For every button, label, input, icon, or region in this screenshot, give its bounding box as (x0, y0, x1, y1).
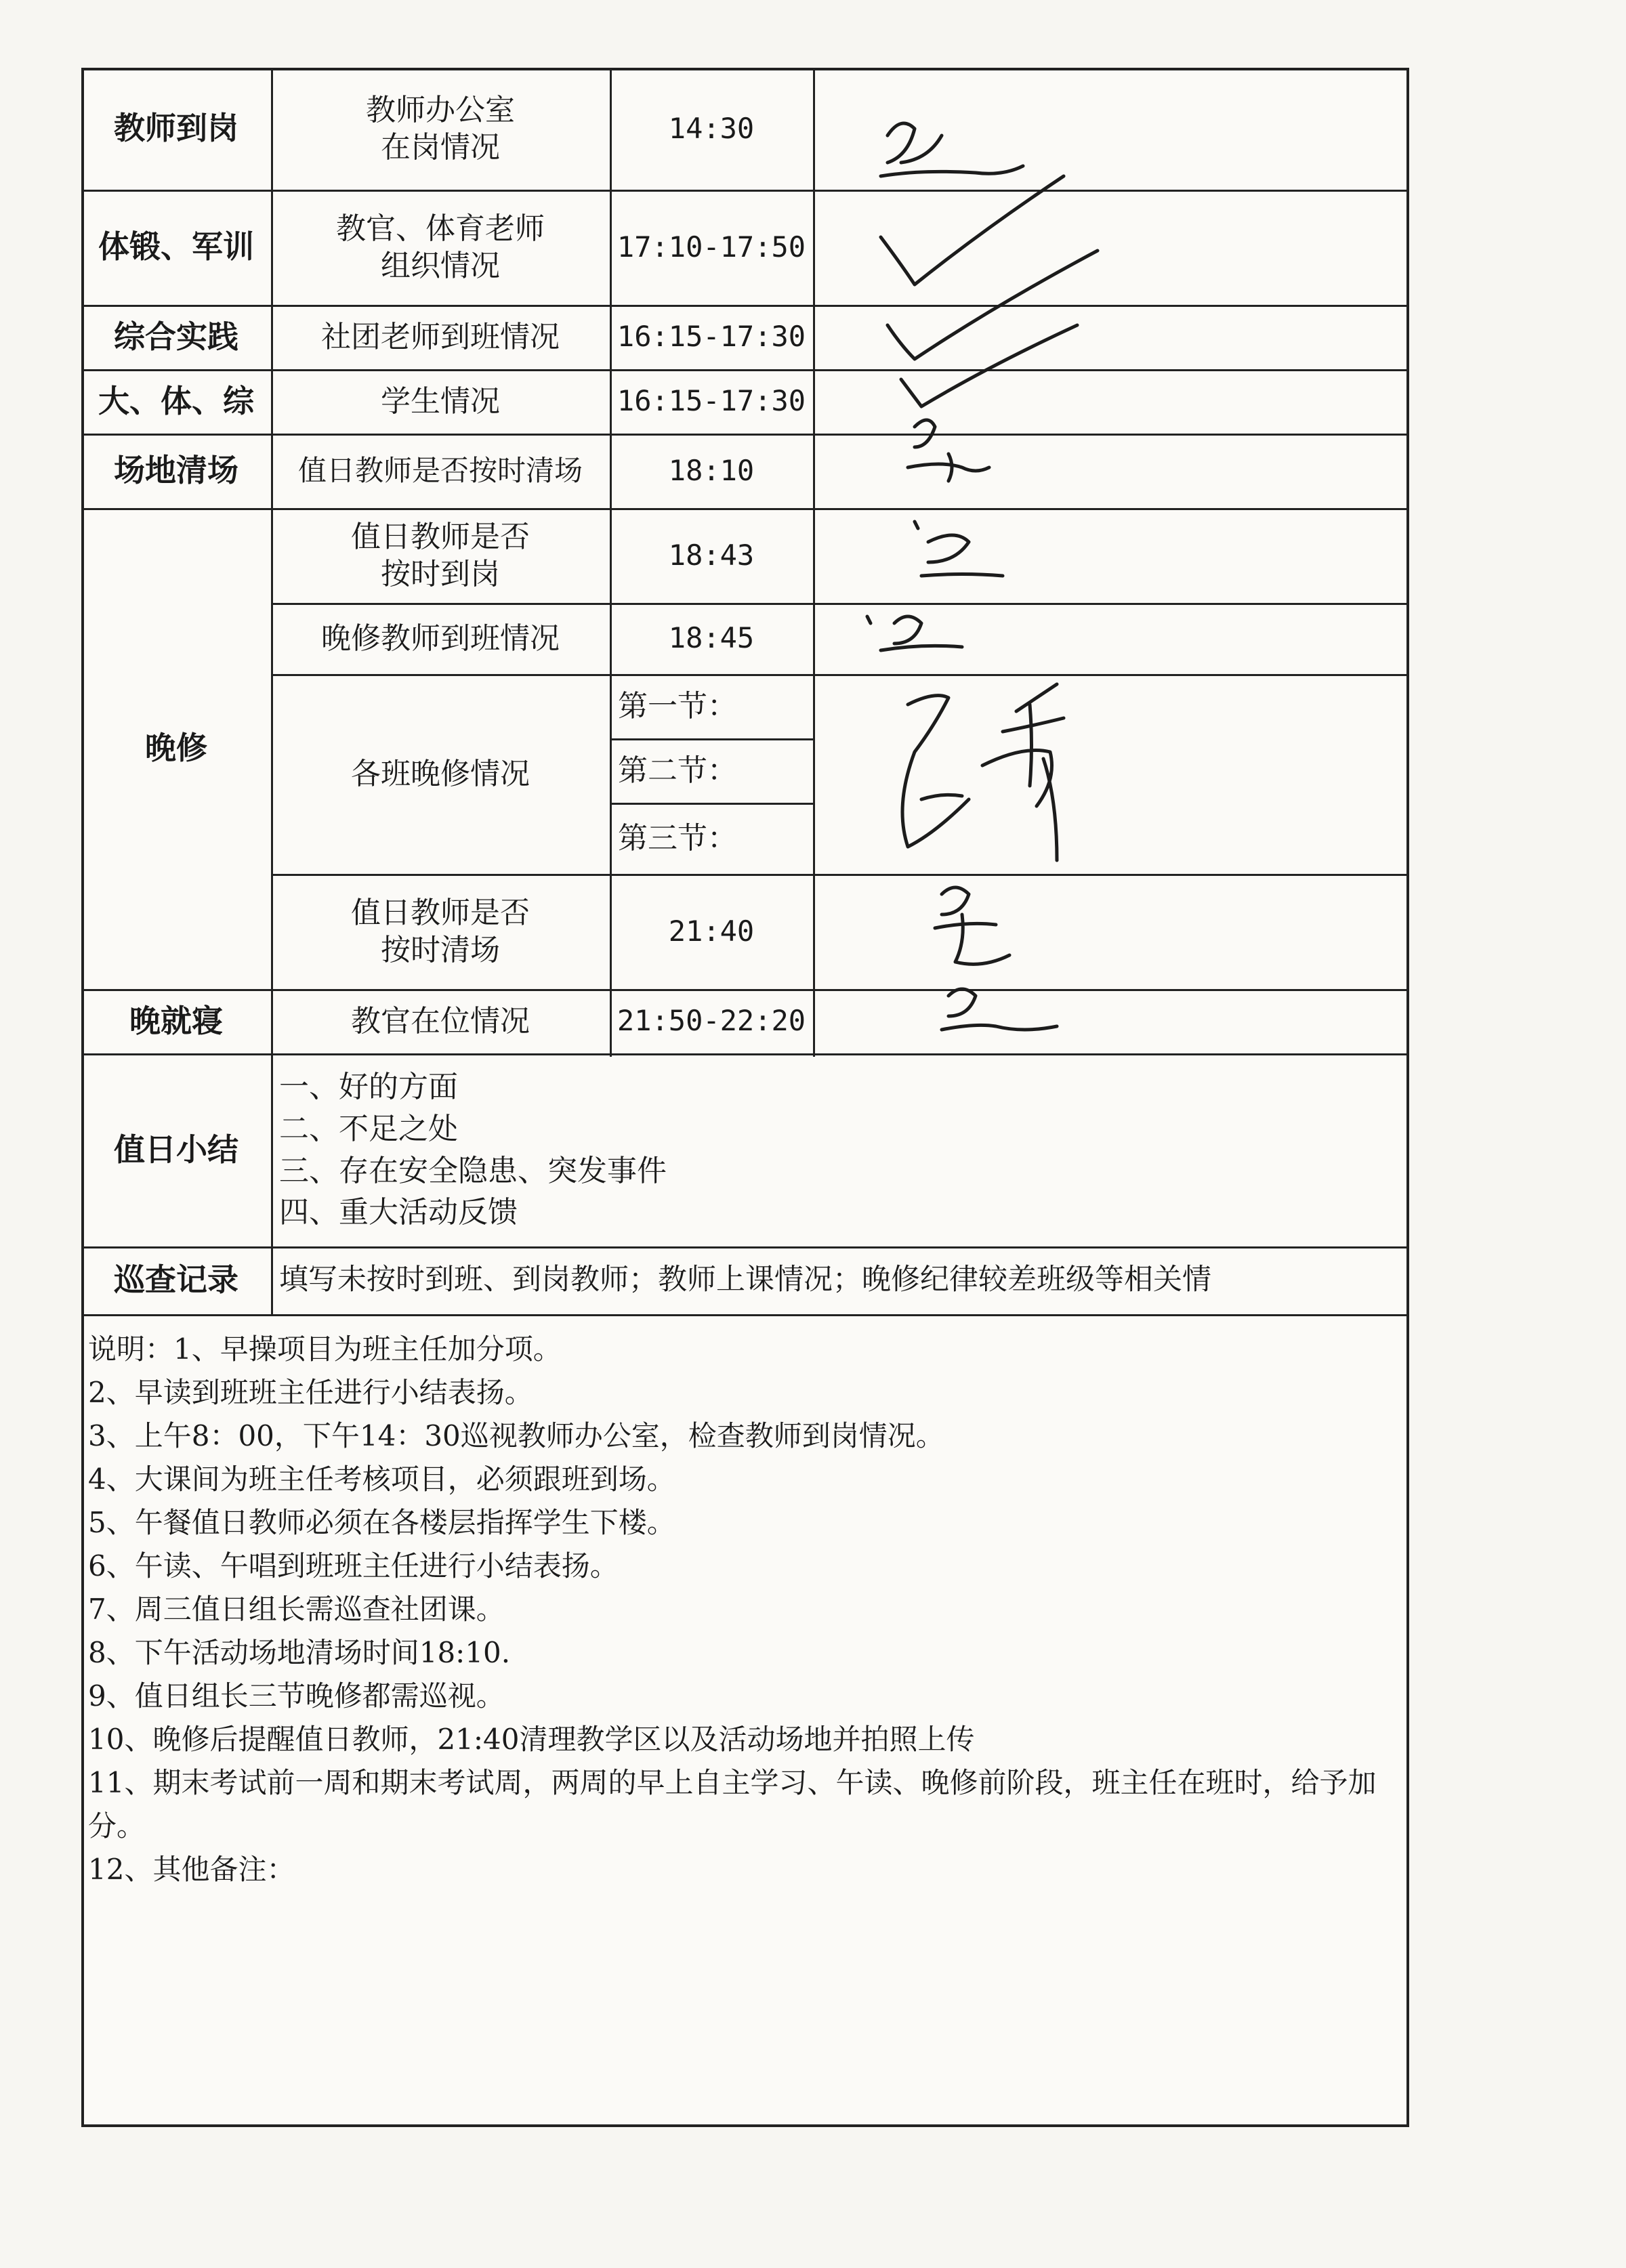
category-patrol-record: 巡查记录 (114, 1261, 238, 1299)
period-third: 第三节： (618, 821, 737, 856)
time-office: 14:30 (668, 111, 755, 145)
note-line: 9、值日组长三节晚修都需巡视。 (88, 1679, 505, 1713)
note-line: 4、大课间为班主任考核项目，必须跟班到场。 (88, 1463, 675, 1496)
period-second: 第二节： (618, 753, 737, 788)
note-line: 5、午餐值日教师必须在各楼层指挥学生下楼。 (88, 1506, 675, 1539)
item-student: 学生情况 (381, 384, 500, 419)
time-duty-clearing: 21:40 (668, 914, 755, 948)
period-first: 第一节： (618, 689, 737, 723)
item-instructor-presence: 教官在位情况 (351, 1004, 530, 1038)
item-club-teacher: 社团老师到班情况 (321, 320, 560, 354)
time-field: 18:10 (668, 453, 755, 487)
note-line: 6、午读、午唱到班班主任进行小结表扬。 (88, 1549, 619, 1582)
note-line: 10、晚修后提醒值日教师，21:40清理教学区以及活动场地并拍照上传 (88, 1723, 975, 1756)
summary-line: 二、不足之处 (279, 1111, 458, 1146)
category-daily-summary: 值日小结 (114, 1131, 238, 1168)
category-field-clearing: 场地清场 (114, 452, 238, 489)
category-teacher-attendance: 教师到岗 (114, 110, 238, 147)
summary-line: 一、好的方面 (279, 1070, 458, 1105)
category-evening-study: 晚修 (145, 730, 207, 767)
item-office-presence: 教师办公室 在岗情况 (366, 93, 515, 165)
note-line: 3、上午8：00，下午14：30巡视教师办公室，检查教师到岗情况。 (88, 1419, 944, 1452)
note-line: 8、下午活动场地清场时间18:10. (88, 1636, 511, 1669)
category-practice: 综合实践 (114, 318, 238, 355)
summary-line: 三、存在安全隐患、突发事件 (279, 1153, 667, 1188)
item-duty-teacher-clearing: 值日教师是否 按时清场 (351, 896, 530, 967)
item-instructor-organization: 教官、体育老师 组织情况 (336, 211, 545, 283)
category-exercise-training: 体锻、军训 (98, 228, 254, 266)
time-student: 16:15-17:30 (617, 384, 806, 418)
item-class-evening: 各班晚修情况 (351, 757, 530, 791)
summary-line: 四、重大活动反馈 (279, 1195, 518, 1230)
note-line: 12、其他备注： (88, 1853, 295, 1886)
note-line: 11、期末考试前一周和期末考试周，两周的早上自主学习、午读、晚修前阶段，班主任在班时，给予加分。 (88, 1766, 1377, 1843)
time-duty-arrival: 18:43 (668, 538, 755, 572)
note-line: 说明：1、早操项目为班主任加分项。 (88, 1332, 562, 1366)
item-duty-teacher-arrival: 值日教师是否 按时到岗 (351, 520, 530, 591)
note-line: 2、早读到班班主任进行小结表扬。 (88, 1376, 533, 1409)
category-bedtime: 晚就寝 (129, 1002, 223, 1039)
item-evening-teacher: 晚修教师到班情况 (321, 621, 560, 656)
item-field-clearing: 值日教师是否按时清场 (297, 453, 583, 487)
time-bedtime: 21:50-22:20 (617, 1004, 806, 1038)
category-pe-combined: 大、体、综 (98, 382, 254, 419)
patrol-instructions: 填写未按时到班、到岗教师；教师上课情况；晚修纪律较差班级等相关情 (279, 1263, 1211, 1297)
time-evening-teacher: 18:45 (668, 621, 755, 655)
time-exercise: 17:10-17:50 (617, 230, 806, 264)
note-line: 7、周三值日组长需巡查社团课。 (88, 1593, 505, 1626)
time-club: 16:15-17:30 (617, 320, 806, 354)
